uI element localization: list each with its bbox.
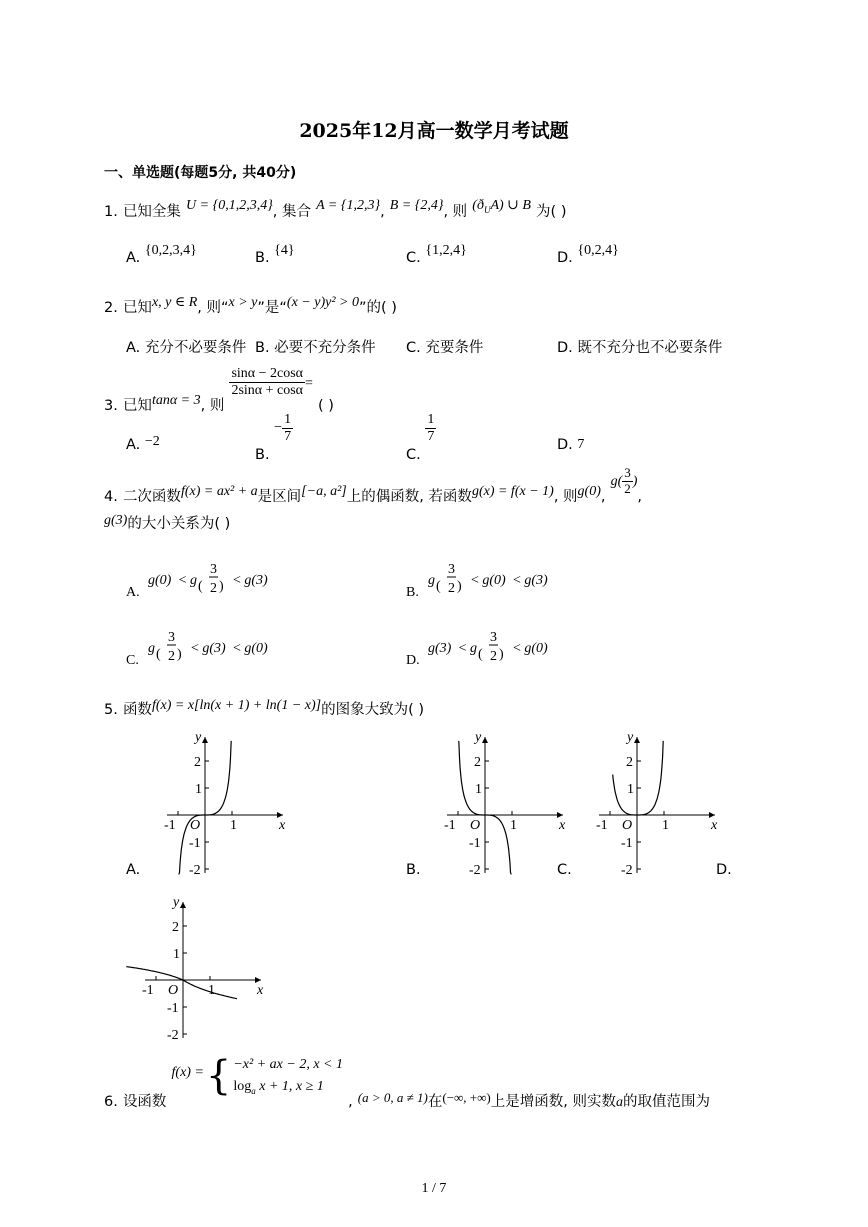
- x-tick-label-m1: -1: [596, 818, 608, 833]
- y-tick-label-1: 1: [173, 947, 180, 962]
- y-tick-label-m2: -2: [167, 1028, 179, 1043]
- q3-equals: =: [305, 376, 313, 392]
- q6-text-4: 上是增函数, 则实数: [490, 1094, 616, 1110]
- q3-option-b-label: B.: [255, 446, 270, 463]
- q4-options: [0, 552, 868, 682]
- q2-option-a-label: A.: [126, 340, 141, 356]
- q4-less-than: <: [178, 573, 187, 588]
- q4-less-than: <: [513, 573, 521, 588]
- q2-option-d-label: D.: [557, 340, 573, 356]
- section-heading: 一、单选题(每题5分, 共40分): [104, 165, 297, 181]
- q4-paren-left: (: [198, 579, 203, 594]
- q6-cases: [233, 1054, 343, 1102]
- q4-paren-left: (: [156, 647, 161, 662]
- q3-option-a-label: A.: [126, 437, 141, 453]
- q3-option-c: [406, 412, 436, 463]
- q4-term: g(3): [524, 573, 548, 588]
- graph-d: [126, 895, 264, 1043]
- y-axis-label: y: [173, 895, 180, 910]
- x-axis-label: x: [257, 983, 264, 998]
- question-6: [104, 1053, 710, 1110]
- q6-case-2-rest: x + 1, x ≥ 1: [259, 1079, 324, 1094]
- q4-frac-den: 2: [210, 581, 217, 596]
- question-1: [104, 200, 566, 222]
- q2-text-4: ”的( ): [358, 300, 397, 316]
- q1-expression: [472, 198, 531, 213]
- question-4: [104, 465, 643, 505]
- y-tick-label-m2: -2: [189, 863, 201, 878]
- q4-math-5: [610, 465, 638, 496]
- y-tick-label-m1: -1: [621, 836, 633, 851]
- q3-option-a: [126, 434, 160, 454]
- q3-option-a-text: −2: [144, 434, 160, 449]
- q3-fraction-num: sinα − 2cosα: [229, 366, 305, 383]
- q5-text-1: 函数: [122, 702, 152, 718]
- x-tick-label-1: 1: [208, 983, 215, 998]
- q4-paren-left: (: [478, 647, 483, 662]
- q3-option-c-den: 7: [427, 429, 435, 445]
- q4-g-symbol: g: [428, 573, 435, 588]
- q4-text-1: 二次函数: [122, 488, 181, 505]
- q5-option-c-label: C.: [557, 862, 572, 878]
- q6-brace: {: [205, 1053, 232, 1099]
- q6-case-2-sub: a: [251, 1085, 256, 1096]
- question-3: [104, 366, 334, 415]
- q1-number: 1.: [104, 204, 118, 220]
- q4-math-6: g(3): [104, 513, 128, 528]
- q6-case-2-log: log: [233, 1079, 252, 1094]
- q4-option-label: D.: [406, 653, 420, 668]
- q4-text-4: , 则: [553, 488, 578, 505]
- q1-option-b-label: B.: [255, 250, 270, 266]
- q4-math-3: g(x) = f(x − 1): [471, 483, 554, 499]
- q6-number: 6.: [104, 1094, 118, 1110]
- origin-label: O: [470, 818, 481, 833]
- x-tick-label-m1: -1: [142, 983, 154, 998]
- q6-case-2: [233, 1076, 343, 1102]
- q3-text-2: , 则: [200, 398, 225, 415]
- q4-g-symbol: g: [190, 573, 197, 588]
- q2-math-1: x, y ∈ R: [151, 295, 198, 310]
- q5-number: 5.: [104, 702, 118, 718]
- q1-expr-a: (ð: [472, 198, 484, 213]
- y-tick-label-1: 1: [475, 782, 482, 797]
- y-tick-label-m1: -1: [469, 836, 481, 851]
- q4-option-a: [126, 562, 268, 600]
- x-tick-label-1: 1: [662, 818, 669, 833]
- q1-option-c-label: C.: [406, 250, 421, 266]
- q1-text-4: 为( ): [536, 204, 567, 220]
- q2-option-c-text: 充要条件: [425, 340, 484, 356]
- q4-less-than: <: [513, 641, 521, 656]
- y-axis-label: y: [475, 730, 482, 745]
- q4-math-4: g(0): [577, 483, 601, 499]
- q2-math-2: x > y: [228, 295, 258, 310]
- origin-label: O: [190, 818, 201, 833]
- q4-term: g(3): [428, 641, 452, 656]
- q1-option-c-text: {1,2,4}: [425, 243, 467, 258]
- q3-fraction-den: 2sinα + cosα: [231, 383, 304, 399]
- y-axis-label: y: [627, 730, 634, 745]
- q4-frac-num: 3: [490, 630, 497, 645]
- y-axis-arrow: [180, 902, 186, 908]
- q1-option-c: [406, 243, 467, 267]
- q6-math-2: (a > 0, a ≠ 1): [357, 1090, 428, 1105]
- q4-text-5: ,: [600, 488, 606, 505]
- q2-option-b: [255, 336, 376, 357]
- q3-text-1: 已知: [122, 398, 152, 415]
- q4-paren-right: ): [177, 647, 182, 662]
- y-tick-label-m2: -2: [621, 863, 633, 878]
- q3-option-d: [557, 437, 584, 454]
- q2-option-b-label: B.: [255, 340, 270, 356]
- page-number: 1 / 7: [421, 1181, 447, 1196]
- q5-option-d-label: D.: [716, 862, 732, 878]
- q3-number: 3.: [104, 398, 118, 415]
- y-tick-label-1: 1: [627, 782, 634, 797]
- q4-option-label: A.: [126, 585, 140, 600]
- q5-graphs: [0, 728, 868, 1043]
- q3-math-1: tanα = 3: [151, 393, 201, 409]
- q3-option-c-frac: [425, 412, 436, 445]
- graph-c: [596, 730, 718, 878]
- q1-option-b-text: {4}: [274, 243, 295, 258]
- q1-set-u: U = {0,1,2,3,4}: [186, 198, 273, 213]
- q4-option-b: [406, 562, 548, 600]
- q6-text-3: 在: [427, 1094, 443, 1110]
- origin-label: O: [622, 818, 633, 833]
- q4-math-2: [−a, a²]: [301, 483, 347, 499]
- q1-text-2: , 集合: [272, 204, 312, 220]
- q4-number: 4.: [104, 488, 118, 505]
- q4-frac-num: 3: [168, 630, 175, 645]
- x-tick-label-m1: -1: [164, 818, 176, 833]
- y-tick-label-m1: -1: [167, 1001, 179, 1016]
- q4-text-6: ,: [637, 488, 643, 505]
- q2-math-3: (x − y)y² > 0: [286, 295, 359, 310]
- q2-option-d-text: 既不充分也不必要条件: [577, 340, 723, 356]
- q4-frac-inline-den: 2: [624, 480, 631, 496]
- q3-option-c-label: C.: [406, 446, 421, 463]
- x-tick-label-1: 1: [510, 818, 517, 833]
- q3-option-b-den: 7: [284, 429, 292, 445]
- q4-text-7: 的大小关系为( ): [127, 516, 231, 532]
- q1-sep: ,: [380, 204, 385, 220]
- page-title: 2025年12月高一数学月考试题: [299, 120, 569, 142]
- q4-text-2: 是区间: [257, 488, 302, 505]
- q4-frac-num: 3: [448, 562, 455, 577]
- y-tick-label-2: 2: [626, 755, 633, 770]
- q6-fx: f(x) =: [171, 1065, 204, 1080]
- q3-option-d-label: D.: [557, 437, 573, 453]
- x-tick-label-1: 1: [230, 818, 237, 833]
- x-axis-label: x: [711, 818, 718, 833]
- q1-option-d-label: D.: [557, 250, 573, 266]
- q4-term: g(0): [148, 573, 172, 588]
- q4-g-close: ): [632, 473, 638, 489]
- q4-text-3: 上的偶函数, 若函数: [346, 488, 472, 505]
- q1-option-a-label: A.: [126, 250, 141, 266]
- graph-b: [444, 730, 566, 878]
- x-tick-label-m1: -1: [444, 818, 456, 833]
- y-tick-label-m1: -1: [189, 836, 201, 851]
- q3-option-b-frac: [282, 412, 293, 445]
- q4-option-label: B.: [406, 585, 419, 600]
- q4-g-symbol: g: [470, 641, 477, 656]
- q4-frac-den: 2: [168, 649, 175, 664]
- q1-text-3: , 则: [443, 204, 468, 220]
- question-5: [104, 698, 424, 719]
- q3-option-d-text: 7: [577, 437, 585, 452]
- q2-option-a: [126, 336, 246, 357]
- q4-frac-den: 2: [448, 581, 455, 596]
- q2-text-3: ”是“: [257, 300, 287, 316]
- q4-paren-right: ): [219, 579, 224, 594]
- q1-option-d-text: {0,2,4}: [577, 243, 619, 258]
- y-tick-label-2: 2: [474, 755, 481, 770]
- y-tick-label-2: 2: [172, 920, 179, 935]
- q2-text-1: 已知: [122, 300, 152, 316]
- q4-less-than: <: [233, 573, 241, 588]
- q6-math-3: (−∞, +∞): [442, 1090, 491, 1105]
- q3-option-b-num: 1: [282, 412, 293, 429]
- q4-paren-right: ): [499, 647, 504, 662]
- question-2: [104, 296, 397, 317]
- q3-option-b: [255, 412, 293, 463]
- curve-c: [613, 741, 664, 815]
- q4-option-d: [406, 630, 548, 668]
- q4-less-than: <: [458, 641, 467, 656]
- q6-text-1: 设函数: [122, 1094, 167, 1110]
- q4-g-symbol: g: [148, 641, 155, 656]
- q3-option-b-sign: −: [274, 419, 283, 435]
- q4-term: g(0): [524, 641, 548, 656]
- x-axis-label: x: [279, 818, 286, 833]
- q4-frac-den: 2: [490, 649, 497, 664]
- q4-option-c: [126, 630, 268, 668]
- q2-option-c-label: C.: [406, 340, 421, 356]
- q1-option-b: [255, 243, 295, 267]
- q4-g-open: g(: [610, 473, 623, 489]
- q4-option-label: C.: [126, 653, 139, 668]
- q5-math-1: f(x) = x[ln(x + 1) + ln(1 − x)]: [151, 698, 322, 713]
- q5-text-2: 的图象大致为( ): [321, 702, 425, 718]
- q1-option-d: [557, 243, 619, 267]
- q1-expr-sub: U: [483, 204, 491, 215]
- q2-text-2: , 则“: [197, 300, 229, 316]
- y-axis-arrow: [634, 737, 640, 743]
- q4-frac-inline-num: 3: [624, 465, 631, 480]
- q3-fraction: [229, 366, 305, 399]
- y-tick-label-m2: -2: [469, 863, 481, 878]
- q3-option-c-num: 1: [425, 412, 436, 429]
- q1-option-a-text: {0,2,3,4}: [144, 243, 197, 258]
- q6-case-1: −x² + ax − 2, x < 1: [233, 1057, 343, 1072]
- q1-set-b: B = {2,4}: [389, 198, 444, 213]
- q6-text-2: ,: [348, 1094, 353, 1110]
- graph-a: [164, 730, 286, 878]
- q1-text-1: 已知全集: [122, 204, 181, 220]
- q5-option-b-label: B.: [406, 862, 421, 878]
- q4-term: g(0): [244, 641, 268, 656]
- q1-expr-b: A) ∪ B: [490, 198, 531, 213]
- q4-less-than: <: [471, 573, 479, 588]
- q2-option-b-text: 必要不充分条件: [274, 340, 376, 356]
- q4-term: g(3): [244, 573, 268, 588]
- q2-option-d: [557, 336, 722, 357]
- q6-text-5: 的取值范围为: [622, 1094, 710, 1110]
- q3-text-3: ( ): [318, 398, 334, 415]
- y-axis-arrow: [482, 737, 488, 743]
- x-axis-label: x: [559, 818, 566, 833]
- q4-term: g(3): [202, 641, 226, 656]
- q4-less-than: <: [191, 641, 199, 656]
- q1-set-a: A = {1,2,3}: [316, 198, 381, 213]
- y-axis-arrow: [202, 737, 208, 743]
- q6-math-4: a: [615, 1095, 623, 1110]
- q4-term: g(0): [482, 573, 506, 588]
- q2-number: 2.: [104, 300, 118, 316]
- y-tick-label-2: 2: [194, 755, 201, 770]
- q4-paren-right: ): [457, 579, 462, 594]
- q4-less-than: <: [233, 641, 241, 656]
- question-4-cont: [104, 512, 230, 533]
- q2-option-c: [406, 336, 483, 357]
- q4-math-1: f(x) = ax² + a: [180, 483, 258, 499]
- q5-option-a-label: A.: [126, 862, 141, 878]
- q4-paren-left: (: [436, 579, 441, 594]
- y-tick-label-1: 1: [195, 782, 202, 797]
- q2-option-a-text: 充分不必要条件: [144, 340, 247, 356]
- origin-label: O: [168, 983, 179, 998]
- q1-option-a: [126, 243, 197, 267]
- q4-frac-inline: [622, 466, 633, 497]
- q4-frac-num: 3: [210, 562, 217, 577]
- y-axis-label: y: [195, 730, 202, 745]
